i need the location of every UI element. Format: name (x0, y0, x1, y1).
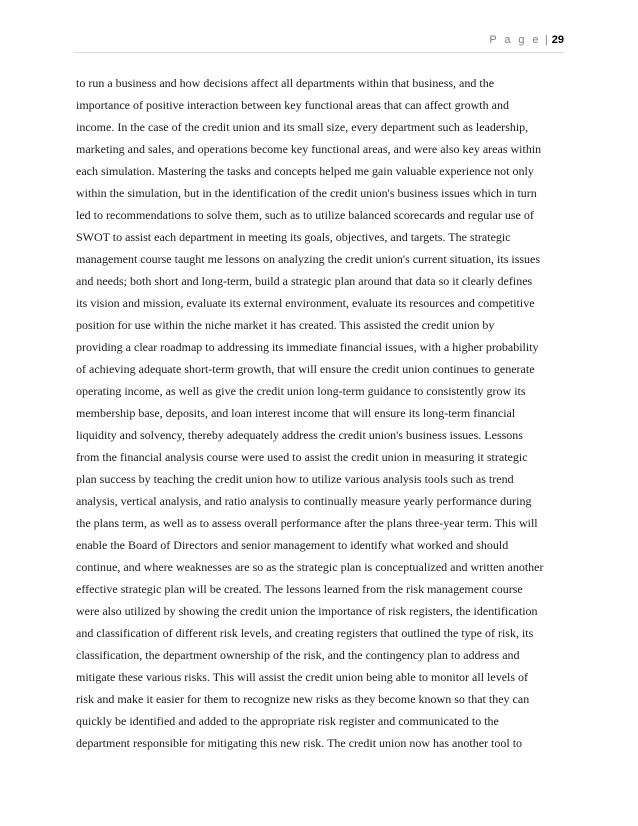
text-line: importance of positive interaction between key functional areas that can affect growth and (76, 98, 509, 112)
text-line: enable the Board of Directors and senior management to identify what worked and should (76, 538, 509, 552)
body-paragraph (76, 72, 564, 754)
header-separator: | (544, 34, 548, 46)
text-line: quickly be identified and added to the appropriate risk register and communicated to the (76, 714, 499, 728)
text-line: risk and make it easier for them to recognize new risks as they become known so that they can (76, 692, 530, 706)
text-line: liquidity and solvency, thereby adequately address the credit union's business issues. Lessons (76, 428, 523, 442)
text-line: marketing and sales, and operations become key functional areas, and were also key areas within (76, 142, 542, 156)
page-number: 29 (551, 34, 564, 46)
text-line: effective strategic plan will be created. The lessons learned from the risk management course (76, 582, 523, 596)
text-line: from the financial analysis course were used to assist the credit union in measuring it strategic (76, 450, 528, 464)
text-line: SWOT to assist each department in meeting its goals, objectives, and targets. The strategic (76, 230, 511, 244)
page-label: P a g e (489, 34, 541, 46)
text-line: management course taught me lessons on analyzing the credit union's current situation, its issues (76, 252, 541, 266)
text-line: were also utilized by showing the credit union the importance of risk registers, the identification (76, 604, 538, 618)
text-line: mitigate these various risks. This will assist the credit union being able to monitor all levels of (76, 670, 529, 684)
text-line: and needs; both short and long-term, build a strategic plan around that data so it clearly defines (76, 274, 533, 288)
text-line: the plans term, as well as to assess overall performance after the plans three-year term. This will (76, 516, 538, 530)
text-line: each simulation. Mastering the tasks and concepts helped me gain valuable experience not only (76, 164, 534, 178)
text-line: membership base, deposits, and loan interest income that will ensure its long-term financial (76, 406, 516, 420)
header-rule (74, 52, 564, 53)
text-line: and classification of different risk levels, and creating registers that outlined the type of risk, its (76, 626, 534, 640)
text-line: position for use within the niche market it has created. This assisted the credit union by (76, 318, 495, 332)
text-line: providing a clear roadmap to addressing its immediate financial issues, with a higher probability (76, 340, 539, 354)
text-line: plan success by teaching the credit union how to utilize various analysis tools such as trend (76, 472, 514, 486)
text-line: operating income, as well as give the credit union long-term guidance to consistently grow its (76, 384, 526, 398)
text-line: department responsible for mitigating this new risk. The credit union now has another tool to (76, 736, 523, 750)
text-line: of achieving adequate short-term growth, that will ensure the credit union continues to generate (76, 362, 535, 376)
text-line: its vision and mission, evaluate its external environment, evaluate its resources and competitive (76, 296, 535, 310)
text-line: within the simulation, but in the identification of the credit union's business issues which in turn (76, 186, 537, 200)
text-line: led to recommendations to solve them, such as to utilize balanced scorecards and regular use of (76, 208, 534, 222)
text-line: continue, and where weaknesses are so as the strategic plan is conceptualized and written another (76, 560, 544, 574)
text-line: analysis, vertical analysis, and ratio analysis to continually measure yearly performance during (76, 494, 532, 508)
text-line: classification, the department ownership of the risk, and the contingency plan to address and (76, 648, 520, 662)
text-line: income. In the case of the credit union and its small size, every department such as leadership, (76, 120, 529, 134)
page-header (489, 34, 564, 46)
text-line: to run a business and how decisions affect all departments within that business, and the (76, 76, 495, 90)
